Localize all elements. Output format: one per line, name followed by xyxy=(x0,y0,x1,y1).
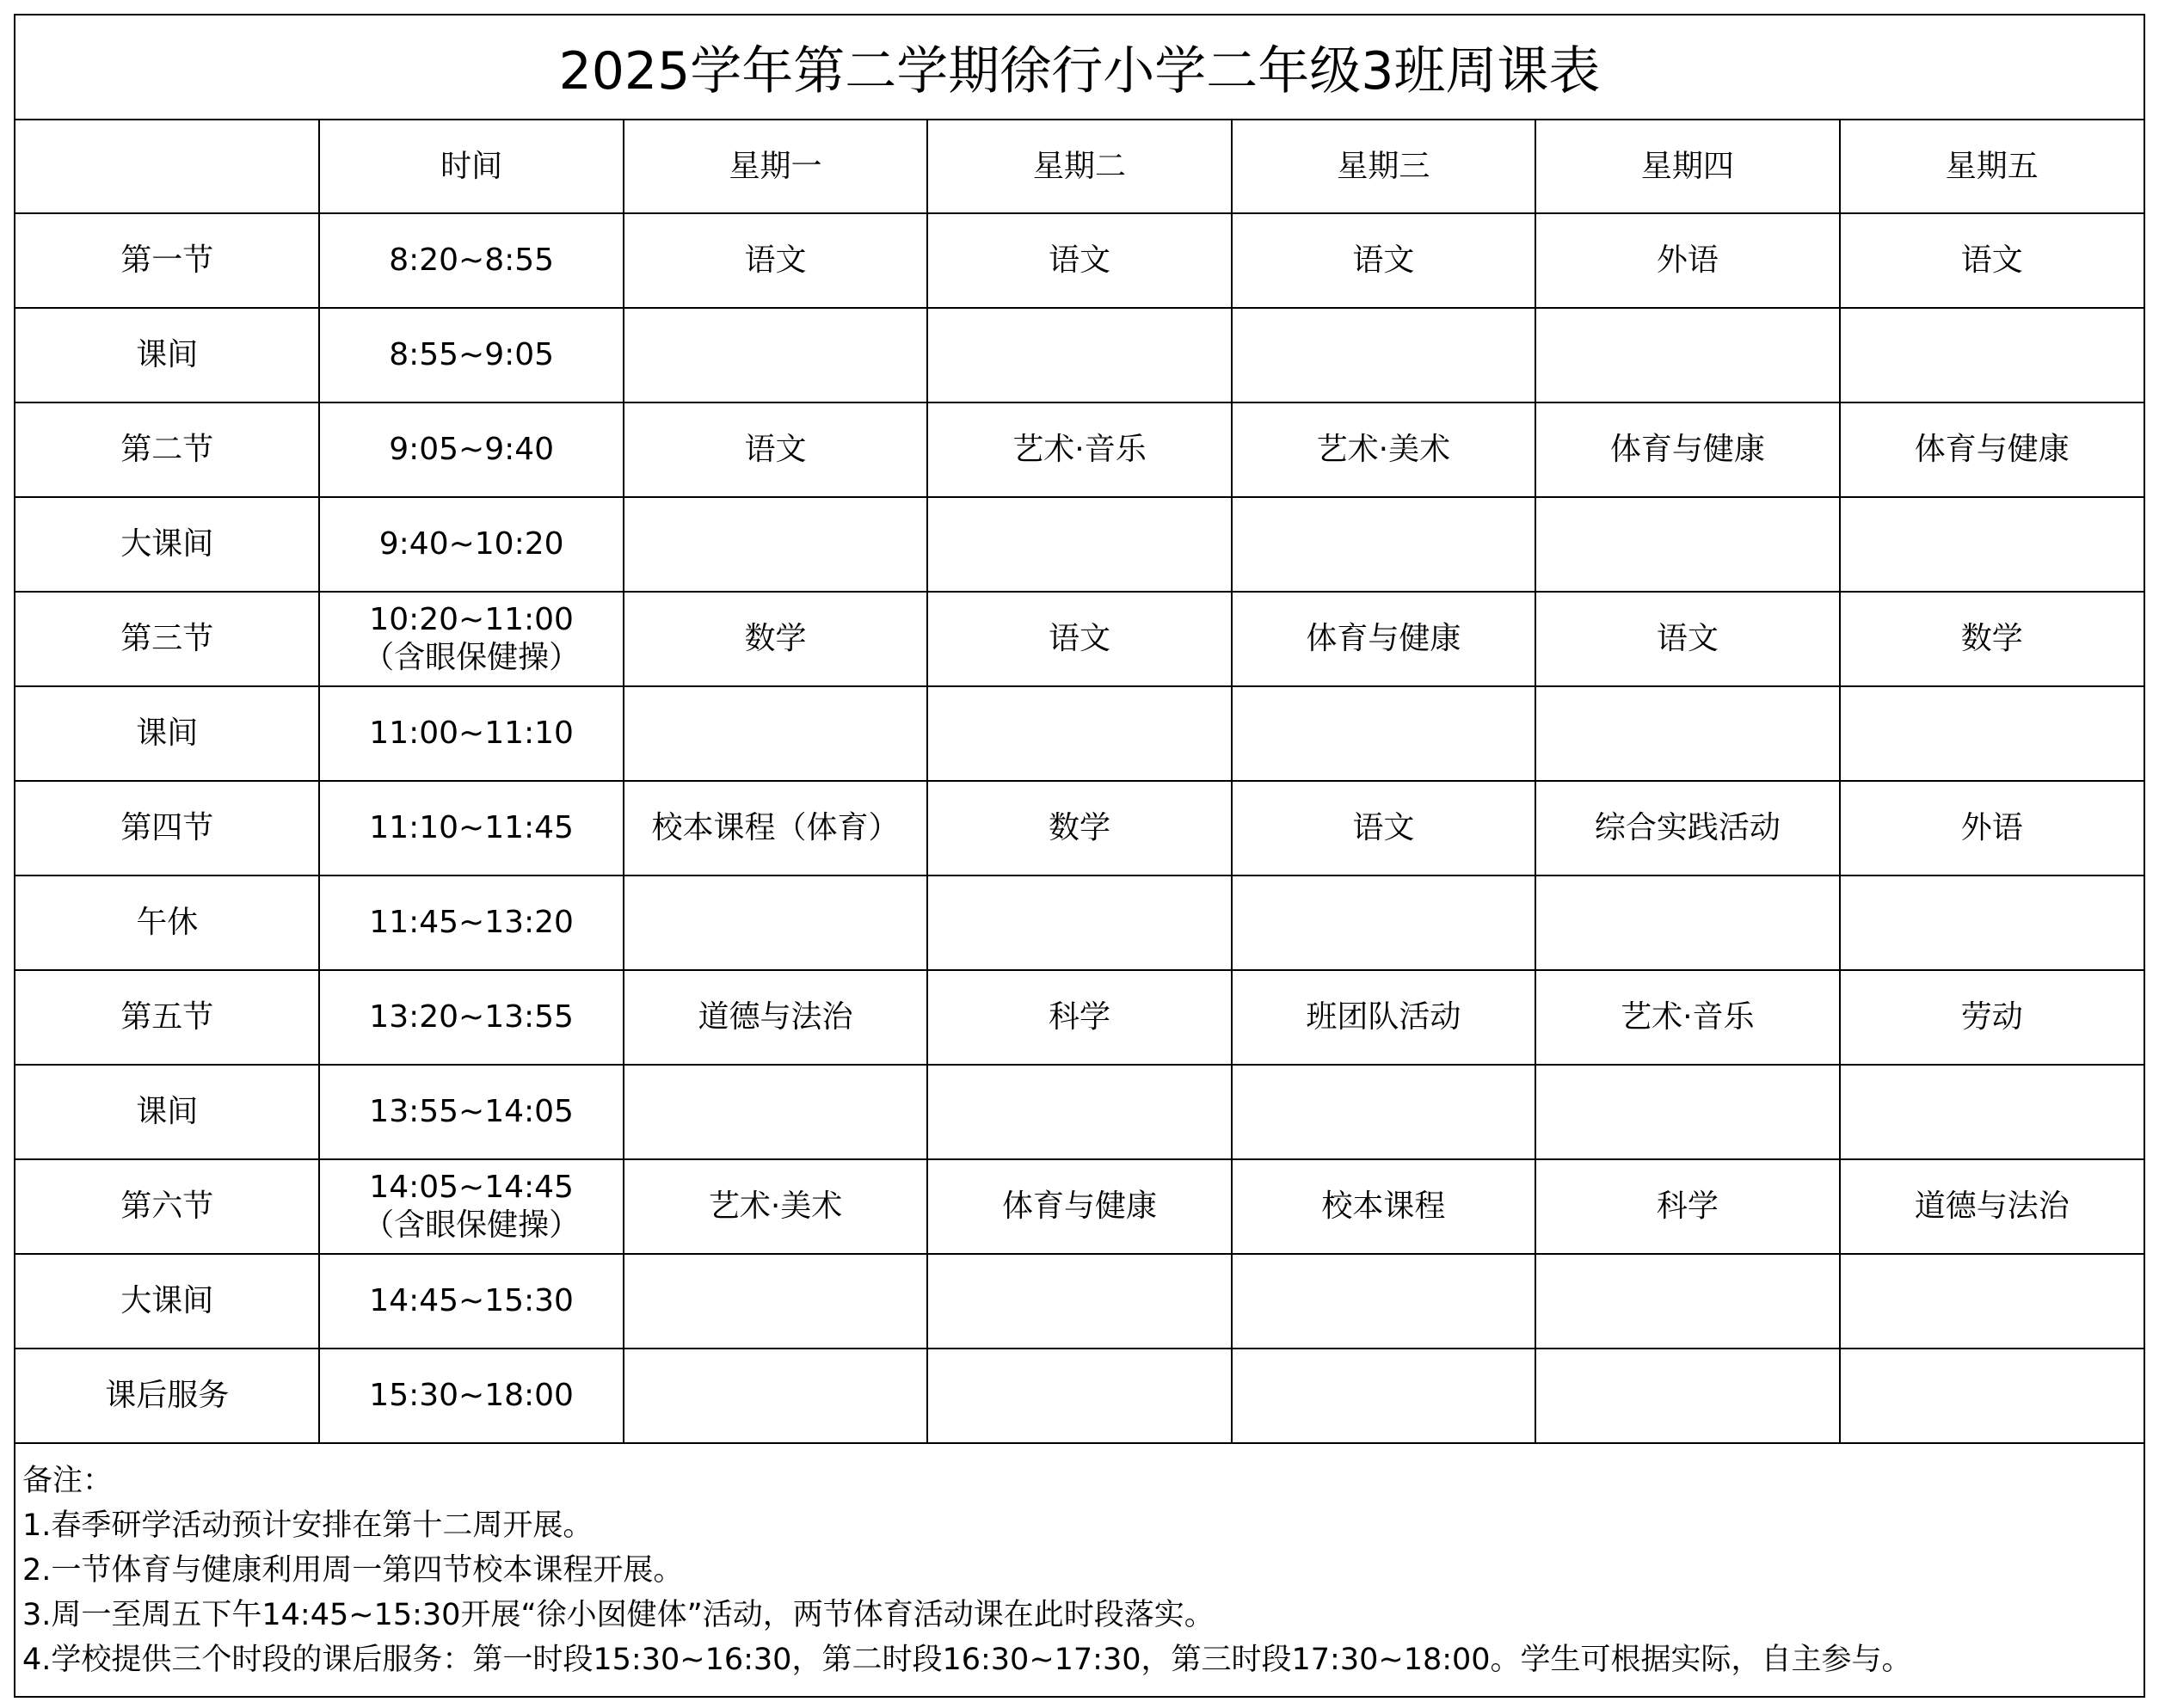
table-row xyxy=(15,213,2144,308)
period-time: 13:20~13:55 xyxy=(369,999,574,1035)
subject-cell xyxy=(624,1254,927,1349)
subject-cell: 校本课程（体育） xyxy=(624,781,927,876)
subject-cell: 语文 xyxy=(624,402,927,497)
period-label: 第四节 xyxy=(15,781,319,876)
subject-cell xyxy=(624,1349,927,1443)
table-row xyxy=(15,308,2144,402)
period-time: 10:20~11:00 xyxy=(369,602,574,637)
note-item: 1.春季研学活动预计安排在第十二周开展。 xyxy=(22,1508,594,1543)
subject-cell xyxy=(1840,1254,2144,1349)
subject-cell xyxy=(927,686,1231,781)
table-row xyxy=(15,686,2144,781)
period-label: 课后服务 xyxy=(15,1349,319,1443)
corner-cell xyxy=(15,120,319,213)
subject-cell: 科学 xyxy=(1535,1159,1839,1254)
period-time-cell xyxy=(319,970,623,1065)
period-time: 8:55~9:05 xyxy=(389,337,555,372)
day-header-tue: 星期二 xyxy=(927,120,1231,213)
subject-cell: 艺术·美术 xyxy=(624,1159,927,1254)
subject-cell: 体育与健康 xyxy=(1840,402,2144,497)
subject-cell: 外语 xyxy=(1535,213,1839,308)
subject-cell xyxy=(1232,1065,1535,1159)
subject-cell: 道德与法治 xyxy=(1840,1159,2144,1254)
period-time-cell xyxy=(319,497,623,592)
period-time-cell xyxy=(319,1254,623,1349)
subject-cell xyxy=(1535,686,1839,781)
table-row xyxy=(15,1349,2144,1443)
subject-cell xyxy=(1840,1349,2144,1443)
subject-cell: 语文 xyxy=(1840,213,2144,308)
subject-cell: 艺术·音乐 xyxy=(927,402,1231,497)
period-label: 第三节 xyxy=(15,592,319,686)
note-item: 3.周一至周五下午14:45~15:30开展“徐小囡健体”活动，两节体育活动课在此时段落实。 xyxy=(22,1598,1215,1632)
subject-cell: 语文 xyxy=(927,592,1231,686)
period-time: 9:05~9:40 xyxy=(389,432,555,467)
table-row xyxy=(15,592,2144,686)
subject-cell: 语文 xyxy=(1232,781,1535,876)
subject-cell xyxy=(1232,876,1535,970)
notes-section xyxy=(15,1455,2144,1686)
period-time: 14:45~15:30 xyxy=(369,1283,574,1318)
subject-cell: 数学 xyxy=(927,781,1231,876)
period-label: 午休 xyxy=(15,876,319,970)
period-time-cell xyxy=(319,1159,623,1254)
timetable-body xyxy=(15,213,2144,1443)
subject-cell xyxy=(927,1349,1231,1443)
period-time: 13:55~14:05 xyxy=(369,1094,574,1129)
subject-cell: 数学 xyxy=(624,592,927,686)
period-time-cell xyxy=(319,686,623,781)
subject-cell: 语文 xyxy=(927,213,1231,308)
subject-cell xyxy=(927,1254,1231,1349)
header-row xyxy=(15,120,2144,213)
period-label: 第一节 xyxy=(15,213,319,308)
day-header-fri: 星期五 xyxy=(1840,120,2144,213)
subject-cell xyxy=(1232,686,1535,781)
note-item: 4.学校提供三个时段的课后服务：第一时段15:30~16:30，第二时段16:30~17:30，第三时段17:30~18:00。学生可根据实际，自主参与。 xyxy=(22,1643,1912,1677)
day-header-thu: 星期四 xyxy=(1535,120,1839,213)
period-label: 课间 xyxy=(15,686,319,781)
period-time: 14:05~14:45 xyxy=(369,1170,574,1205)
subject-cell xyxy=(927,876,1231,970)
day-header-mon: 星期一 xyxy=(624,120,927,213)
subject-cell: 数学 xyxy=(1840,592,2144,686)
period-time: 8:20~8:55 xyxy=(389,243,555,278)
period-time-note: （含眼保健操） xyxy=(363,640,581,675)
period-label: 课间 xyxy=(15,1065,319,1159)
subject-cell: 艺术·音乐 xyxy=(1535,970,1839,1065)
subject-cell xyxy=(1232,1349,1535,1443)
subject-cell: 道德与法治 xyxy=(624,970,927,1065)
period-time-cell xyxy=(319,308,623,402)
page-title: 2025学年第二学期徐行小学二年级3班周课表 xyxy=(15,15,2144,120)
subject-cell: 语文 xyxy=(1232,213,1535,308)
period-time-cell xyxy=(319,1349,623,1443)
period-time-cell xyxy=(319,402,623,497)
period-label: 课间 xyxy=(15,308,319,402)
subject-cell xyxy=(1232,308,1535,402)
table-row xyxy=(15,781,2144,876)
subject-cell xyxy=(624,497,927,592)
time-header: 时间 xyxy=(319,120,623,213)
subject-cell xyxy=(1840,1065,2144,1159)
table-row xyxy=(15,497,2144,592)
subject-cell xyxy=(1535,876,1839,970)
period-time-cell xyxy=(319,1065,623,1159)
period-time-note: （含眼保健操） xyxy=(363,1207,581,1243)
period-time-cell xyxy=(319,592,623,686)
subject-cell: 语文 xyxy=(624,213,927,308)
subject-cell xyxy=(927,497,1231,592)
subject-cell xyxy=(1840,876,2144,970)
period-time: 11:10~11:45 xyxy=(369,810,574,845)
subject-cell: 综合实践活动 xyxy=(1535,781,1839,876)
day-header-wed: 星期三 xyxy=(1232,120,1535,213)
subject-cell xyxy=(624,876,927,970)
subject-cell xyxy=(624,1065,927,1159)
period-time: 11:45~13:20 xyxy=(369,905,574,940)
period-time: 15:30~18:00 xyxy=(369,1378,574,1413)
timetable xyxy=(15,120,2144,1444)
subject-cell: 劳动 xyxy=(1840,970,2144,1065)
subject-cell xyxy=(1535,1254,1839,1349)
subject-cell xyxy=(927,1065,1231,1159)
period-label: 大课间 xyxy=(15,497,319,592)
subject-cell xyxy=(1232,497,1535,592)
table-row xyxy=(15,1254,2144,1349)
subject-cell: 班团队活动 xyxy=(1232,970,1535,1065)
subject-cell xyxy=(927,308,1231,402)
table-row xyxy=(15,970,2144,1065)
subject-cell: 语文 xyxy=(1535,592,1839,686)
subject-cell: 体育与健康 xyxy=(1232,592,1535,686)
subject-cell xyxy=(1535,308,1839,402)
table-row xyxy=(15,402,2144,497)
period-label: 第五节 xyxy=(15,970,319,1065)
period-time-cell xyxy=(319,876,623,970)
period-label: 大课间 xyxy=(15,1254,319,1349)
period-time: 11:00~11:10 xyxy=(369,716,574,751)
subject-cell: 体育与健康 xyxy=(1535,402,1839,497)
subject-cell xyxy=(624,686,927,781)
subject-cell: 外语 xyxy=(1840,781,2144,876)
subject-cell xyxy=(1840,308,2144,402)
period-time: 9:40~10:20 xyxy=(378,526,564,562)
subject-cell: 艺术·美术 xyxy=(1232,402,1535,497)
subject-cell xyxy=(1840,686,2144,781)
schedule-sheet xyxy=(14,14,2145,1698)
table-row xyxy=(15,1065,2144,1159)
note-item: 2.一节体育与健康利用周一第四节校本课程开展。 xyxy=(22,1553,684,1588)
period-label: 第二节 xyxy=(15,402,319,497)
subject-cell xyxy=(1840,497,2144,592)
table-row xyxy=(15,1159,2144,1254)
subject-cell xyxy=(1232,1254,1535,1349)
subject-cell: 校本课程 xyxy=(1232,1159,1535,1254)
subject-cell xyxy=(1535,1065,1839,1159)
period-time-cell xyxy=(319,781,623,876)
period-time-cell xyxy=(319,213,623,308)
subject-cell xyxy=(1535,497,1839,592)
subject-cell xyxy=(1535,1349,1839,1443)
subject-cell: 体育与健康 xyxy=(927,1159,1231,1254)
period-label: 第六节 xyxy=(15,1159,319,1254)
notes-heading: 备注： xyxy=(22,1464,114,1498)
table-row xyxy=(15,876,2144,970)
subject-cell: 科学 xyxy=(927,970,1231,1065)
subject-cell xyxy=(624,308,927,402)
